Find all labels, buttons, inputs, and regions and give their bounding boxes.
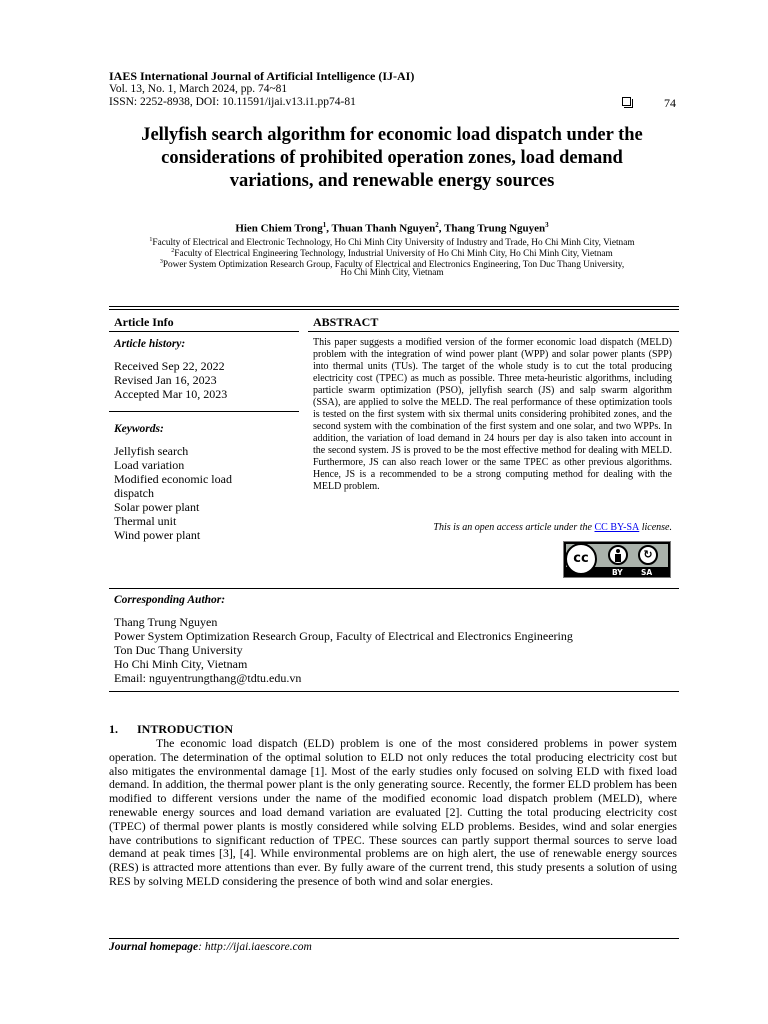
- corresponding-university: Ton Duc Thang University: [114, 643, 243, 657]
- double-rule: [109, 306, 679, 310]
- journal-issn-doi: ISSN: 2252-8938, DOI: 10.11591/ijai.v13.i1.pp74-81: [109, 96, 356, 108]
- affiliation-sup: 2: [171, 248, 175, 254]
- column-rule-left: [109, 331, 299, 332]
- open-access-note: [313, 522, 672, 533]
- section-heading: [109, 722, 233, 737]
- keyword: dispatch: [114, 486, 154, 500]
- affiliation: [109, 268, 675, 279]
- homepage-url[interactable]: http://ijai.iaescore.com: [204, 941, 312, 953]
- corresponding-name: Thang Trung Nguyen: [114, 615, 218, 629]
- author-sup: 1: [322, 221, 327, 229]
- person-head: [616, 549, 620, 553]
- introduction-paragraph: The economic load dispatch (ELD) problem is one of the most considered problems in power system operation. The determination of the optimal solution to ELD not only reduces the total producing electricity cost but also mitigates the environmental damage [1]. Most of the early studies only focused on solving ELD with fixed load demand. In addition, the thermal power plant is the only generating source. Recently, the former ELD problem has been modified to different versions under the name of the modified economic load dispatch problem (MELD), where renewable energy sources and load demand variation are evaluated [2]. Cutting the total producing electricity cost (TPEC) of thermal power plants is mostly considered while solving ELD problems. Besides, wind and solar energies have contributions to significant reduction of TPEC. These sources can partly support thermal sources to serve load demand at peak times [3], [4]. While environmental problems are on high alert, the use of renewable energy sources (RES) is attracted more attentions than ever. By fully aware of the current trend, this study presents a solution of using RES by solving MELD considering the presence of both wind and solar energies.: [109, 736, 677, 888]
- author-name: Hien Chiem Trong: [235, 222, 323, 235]
- author-sup: 2: [435, 221, 439, 229]
- author-list: [109, 221, 675, 235]
- abstract-heading: ABSTRACT: [313, 315, 379, 329]
- abstract-text: This paper suggests a modified version of the former economic load dispatch (MELD) problem with the integration of wind power plant (WPP) and solar power plants (SPP) into thermal units (TUs). The target of the whole study is to cut the total producing electricity cost (TPEC) as much as possible. Three meta-heuristic algorithms, including particle swarm optimization (PSO), jellyfish search (JS) and salp swarm algorithm (SSA), are applied to solve the MELD. The real performance of these optimization tools is tested on the first system with six thermal units considering prohibited zones, and the second system with the combination of the first system and one solar, and two WPPs. In addition, the variation of load demand in 24 hours per day is also taken into account in the second system. JS is proved to be the most effective method for dealing with MELD. Furthermore, JS can also reach lower or the same TPEC as other previous algorithms. Hence, JS is a recommended to be a strong computing method for dealing with the MELD problem.: [313, 337, 672, 492]
- article-info-heading: Article Info: [114, 315, 174, 329]
- affiliation-text: Ho Chi Minh City, Vietnam: [340, 268, 444, 278]
- section-title: INTRODUCTION: [137, 722, 234, 736]
- journal-name: IAES International Journal of Artificial Intelligence (IJ-AI): [109, 69, 415, 83]
- affiliation-text: Faculty of Electrical Engineering Technology, Industrial University of Ho Chi Minh City, Ho Chi Minh City, Vietnam: [174, 249, 613, 260]
- article-history-label: Article history:: [114, 338, 186, 350]
- corresponding-author-label: Corresponding Author:: [114, 594, 226, 606]
- by-label: BY: [612, 568, 623, 577]
- corresponding-affiliation: Power System Optimization Research Group, Faculty of Electrical and Electronics Engineering: [114, 629, 573, 643]
- keyword: Load variation: [114, 458, 185, 472]
- keyword: Wind power plant: [114, 528, 201, 542]
- keyword: Solar power plant: [114, 500, 200, 514]
- affiliation-text: Faculty of Electrical and Electronic Technology, Ho Chi Minh City University of Industry and Trade, Ho Chi Minh City, Vietnam: [152, 238, 635, 249]
- person-body: [615, 554, 621, 562]
- page-number: 74: [664, 96, 676, 110]
- footer-rule: [109, 938, 679, 939]
- open-access-suffix: license.: [639, 522, 672, 533]
- keyword: Jellyfish search: [114, 444, 189, 458]
- homepage-label: Journal homepage: [109, 941, 199, 953]
- author-sep: ,: [438, 222, 445, 235]
- page-box-icon: [622, 97, 631, 106]
- sa-label: SA: [641, 568, 653, 577]
- affiliation-sup: 1: [149, 237, 153, 243]
- author-sep: ,: [326, 222, 332, 235]
- author-name: Thang Trung Nguyen: [444, 222, 546, 235]
- homepage-sep: :: [198, 941, 205, 953]
- author-name: Thuan Thanh Nguyen: [331, 222, 436, 235]
- divider: [109, 411, 299, 412]
- title-line: variations, and renewable energy sources: [229, 171, 555, 191]
- history-item: Accepted Mar 10, 2023: [114, 387, 228, 401]
- title-line: Jellyfish search algorithm for economic load dispatch under the: [141, 125, 643, 145]
- article-history-list: [114, 359, 299, 401]
- corresponding-city: Ho Chi Minh City, Vietnam: [114, 657, 248, 671]
- author-sup: 3: [545, 221, 549, 229]
- divider: [109, 691, 679, 692]
- history-item: Received Sep 22, 2022: [114, 359, 225, 373]
- section-number: 1.: [109, 722, 118, 736]
- keyword: Thermal unit: [114, 514, 177, 528]
- keywords-label: Keywords:: [114, 423, 164, 435]
- history-item: Revised Jan 16, 2023: [114, 373, 217, 387]
- attribution-icon: [608, 545, 628, 565]
- title-line: considerations of prohibited operation zones, load demand: [161, 148, 623, 168]
- cc-by-sa-badge[interactable]: [563, 541, 671, 578]
- corresponding-email: Email: nguyentrungthang@tdtu.edu.vn: [114, 671, 302, 685]
- journal-volume: Vol. 13, No. 1, March 2024, pp. 74~81: [109, 83, 288, 95]
- affiliation-text: Power System Optimization Research Group, Faculty of Electrical and Electronics Engineering, Ton Duc Thang University,: [162, 260, 625, 271]
- keywords-list: [114, 444, 299, 542]
- share-alike-icon: ↻: [638, 545, 658, 565]
- paper-title: [109, 124, 675, 193]
- open-access-prefix: This is an open access article under the: [433, 522, 595, 533]
- cc-logo-icon: cc: [565, 543, 597, 575]
- column-rule-right: [308, 331, 679, 332]
- affiliation-sup: 3: [159, 259, 163, 265]
- license-link[interactable]: CC BY-SA: [594, 522, 640, 533]
- journal-homepage: [109, 941, 312, 953]
- divider: [109, 588, 679, 589]
- keyword: Modified economic load: [114, 472, 232, 486]
